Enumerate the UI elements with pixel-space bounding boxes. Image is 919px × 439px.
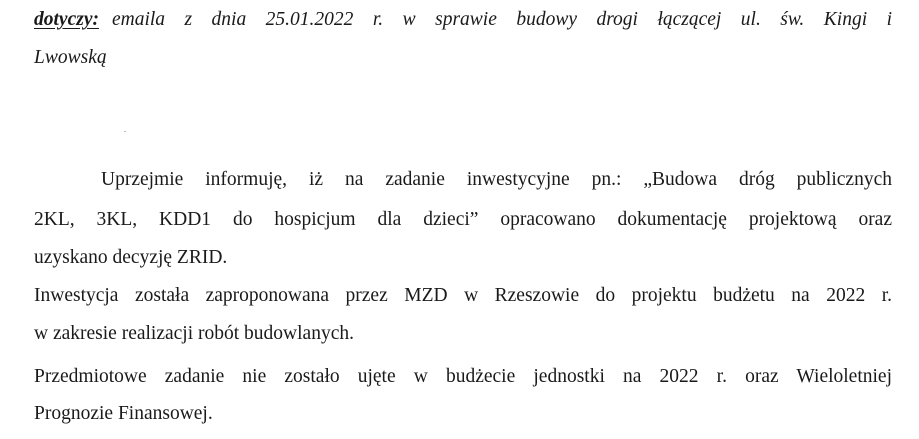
subject-text-line-2: Lwowską — [34, 47, 107, 68]
subject-text-line-1: emaila z dnia 25.01.2022 r. w sprawie budowy drogi łączącej ul. św. Kingi i — [111, 9, 892, 30]
scan-speck — [124, 131, 126, 132]
paragraph-1-line-2: 2KL, 3KL, KDD1 do hospicjum dla dzieci” opracowano dokumentację projektową oraz — [34, 209, 892, 230]
paragraph-2-line-2: w zakresie realizacji robót budowlanych. — [34, 323, 354, 344]
subject-label: dotyczy: — [34, 9, 99, 30]
subject-line — [34, 10, 892, 30]
paragraph-1-line-1: Uprzejmie informuję, iż na zadanie inwestycyjne pn.: „Budowa dróg publicznych — [101, 169, 892, 190]
paragraph-1-line-3: uzyskano decyzję ZRID. — [34, 247, 228, 268]
paragraph-3-line-1: Przedmiotowe zadanie nie zostało ujęte w budżecie jednostki na 2022 r. oraz Wieloletniej — [34, 366, 892, 387]
paragraph-2-line-1: Inwestycja została zaproponowana przez MZD w Rzeszowie do projektu budżetu na 2022 r. — [34, 285, 892, 306]
paragraph-3-line-2: Prognozie Finansowej. — [34, 403, 213, 424]
